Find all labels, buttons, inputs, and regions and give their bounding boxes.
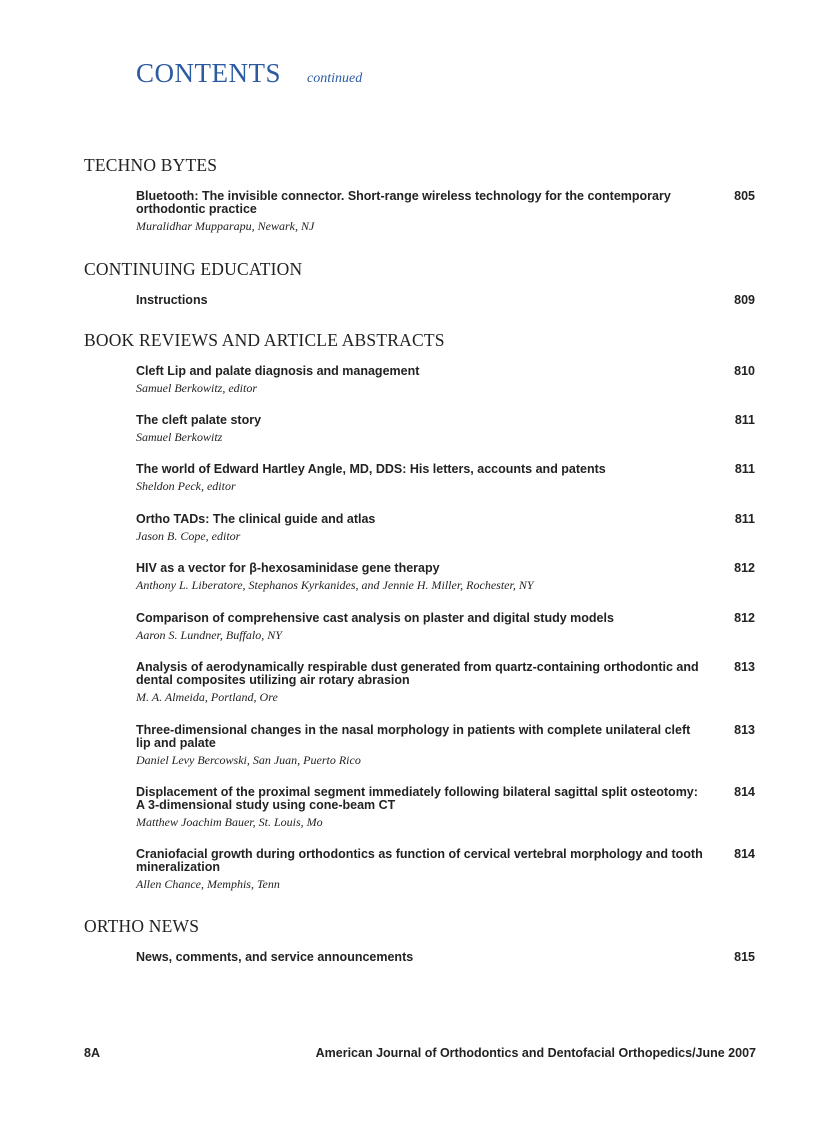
footer-journal-name: American Journal of Orthodontics and Dentofacial Orthopedics/June 2007: [315, 1046, 756, 1060]
entry-page[interactable]: 811: [734, 413, 755, 427]
entry-title[interactable]: Instructions: [136, 293, 208, 307]
section-title-techno-bytes: TECHNO BYTES: [84, 155, 218, 175]
toc-entry[interactable]: [136, 724, 756, 768]
toc-entry[interactable]: [136, 786, 756, 830]
footer-page-number: 8A: [84, 1046, 100, 1060]
toc-entry[interactable]: [136, 365, 756, 396]
toc-entry[interactable]: [136, 951, 756, 964]
entry-page[interactable]: 811: [734, 512, 755, 526]
entry-page[interactable]: 812: [734, 611, 755, 625]
entry-page[interactable]: 813: [734, 723, 755, 737]
entry-title[interactable]: HIV as a vector for β-hexosaminidase gene therapy: [136, 561, 440, 575]
section-title-ortho-news: ORTHO NEWS: [84, 916, 200, 936]
entry-title[interactable]: News, comments, and service announcements: [136, 950, 414, 964]
section-title-continuing-education: CONTINUING EDUCATION: [84, 259, 303, 279]
entry-author: Samuel Berkowitz, editor: [136, 381, 257, 395]
toc-entry[interactable]: [136, 463, 756, 494]
toc-entry[interactable]: [136, 294, 756, 307]
entry-author: Matthew Joachim Bauer, St. Louis, Mo: [136, 815, 323, 829]
entry-author: Samuel Berkowitz: [136, 430, 223, 444]
entry-title[interactable]: Displacement of the proximal segment immediately following bilateral sagittal split osteotomy: A 3-dimensional study using cone-beam CT: [136, 785, 698, 812]
entry-page[interactable]: 813: [734, 660, 755, 674]
entry-page[interactable]: 814: [734, 847, 755, 861]
entry-page[interactable]: 811: [734, 462, 755, 476]
entry-page[interactable]: 805: [734, 189, 755, 203]
page-header: [136, 58, 362, 89]
toc-entry[interactable]: [136, 612, 756, 643]
entry-author: Daniel Levy Bercowski, San Juan, Puerto Rico: [136, 753, 361, 767]
entry-author: Muralidhar Mupparapu, Newark, NJ: [136, 219, 315, 233]
toc-entry[interactable]: [136, 513, 756, 544]
entry-page[interactable]: 815: [734, 950, 755, 964]
entry-author: Sheldon Peck, editor: [136, 479, 236, 493]
entry-title[interactable]: The cleft palate story: [136, 413, 262, 427]
entry-title[interactable]: Analysis of aerodynamically respirable dust generated from quartz-containing orthodontic and dental composites utilizing air rotary abrasion: [136, 660, 699, 687]
entry-title[interactable]: Three-dimensional changes in the nasal morphology in patients with complete unilateral cleft lip and palate: [136, 723, 691, 750]
entry-title[interactable]: Comparison of comprehensive cast analysis on plaster and digital study models: [136, 611, 614, 625]
entry-page[interactable]: 812: [734, 561, 755, 575]
toc-entry[interactable]: [136, 562, 756, 593]
entry-page[interactable]: 809: [734, 293, 755, 307]
entry-title[interactable]: Bluetooth: The invisible connector. Short-range wireless technology for the contemporary orthodontic practice: [136, 189, 671, 216]
toc-entry[interactable]: [136, 190, 756, 234]
entry-page[interactable]: 810: [734, 364, 755, 378]
entry-title[interactable]: Cleft Lip and palate diagnosis and management: [136, 364, 420, 378]
entry-page[interactable]: 814: [734, 785, 755, 799]
entry-author: Allen Chance, Memphis, Tenn: [136, 877, 280, 891]
entry-author: M. A. Almeida, Portland, Ore: [136, 690, 278, 704]
page-subtitle: continued: [307, 71, 363, 86]
entry-author: Jason B. Cope, editor: [136, 529, 241, 543]
section-title-book-reviews: BOOK REVIEWS AND ARTICLE ABSTRACTS: [84, 330, 445, 350]
toc-entry[interactable]: [136, 848, 756, 892]
entry-author: Aaron S. Lundner, Buffalo, NY: [136, 628, 282, 642]
toc-entry[interactable]: [136, 661, 756, 705]
entry-title[interactable]: The world of Edward Hartley Angle, MD, DDS: His letters, accounts and patents: [136, 462, 606, 476]
entry-title[interactable]: Ortho TADs: The clinical guide and atlas: [136, 512, 376, 526]
toc-entry[interactable]: [136, 414, 756, 445]
entry-author: Anthony L. Liberatore, Stephanos Kyrkanides, and Jennie H. Miller, Rochester, NY: [136, 578, 534, 592]
page-title: CONTENTS: [136, 58, 281, 88]
entry-title[interactable]: Craniofacial growth during orthodontics as function of cervical vertebral morphology and tooth mineralization: [136, 847, 703, 874]
